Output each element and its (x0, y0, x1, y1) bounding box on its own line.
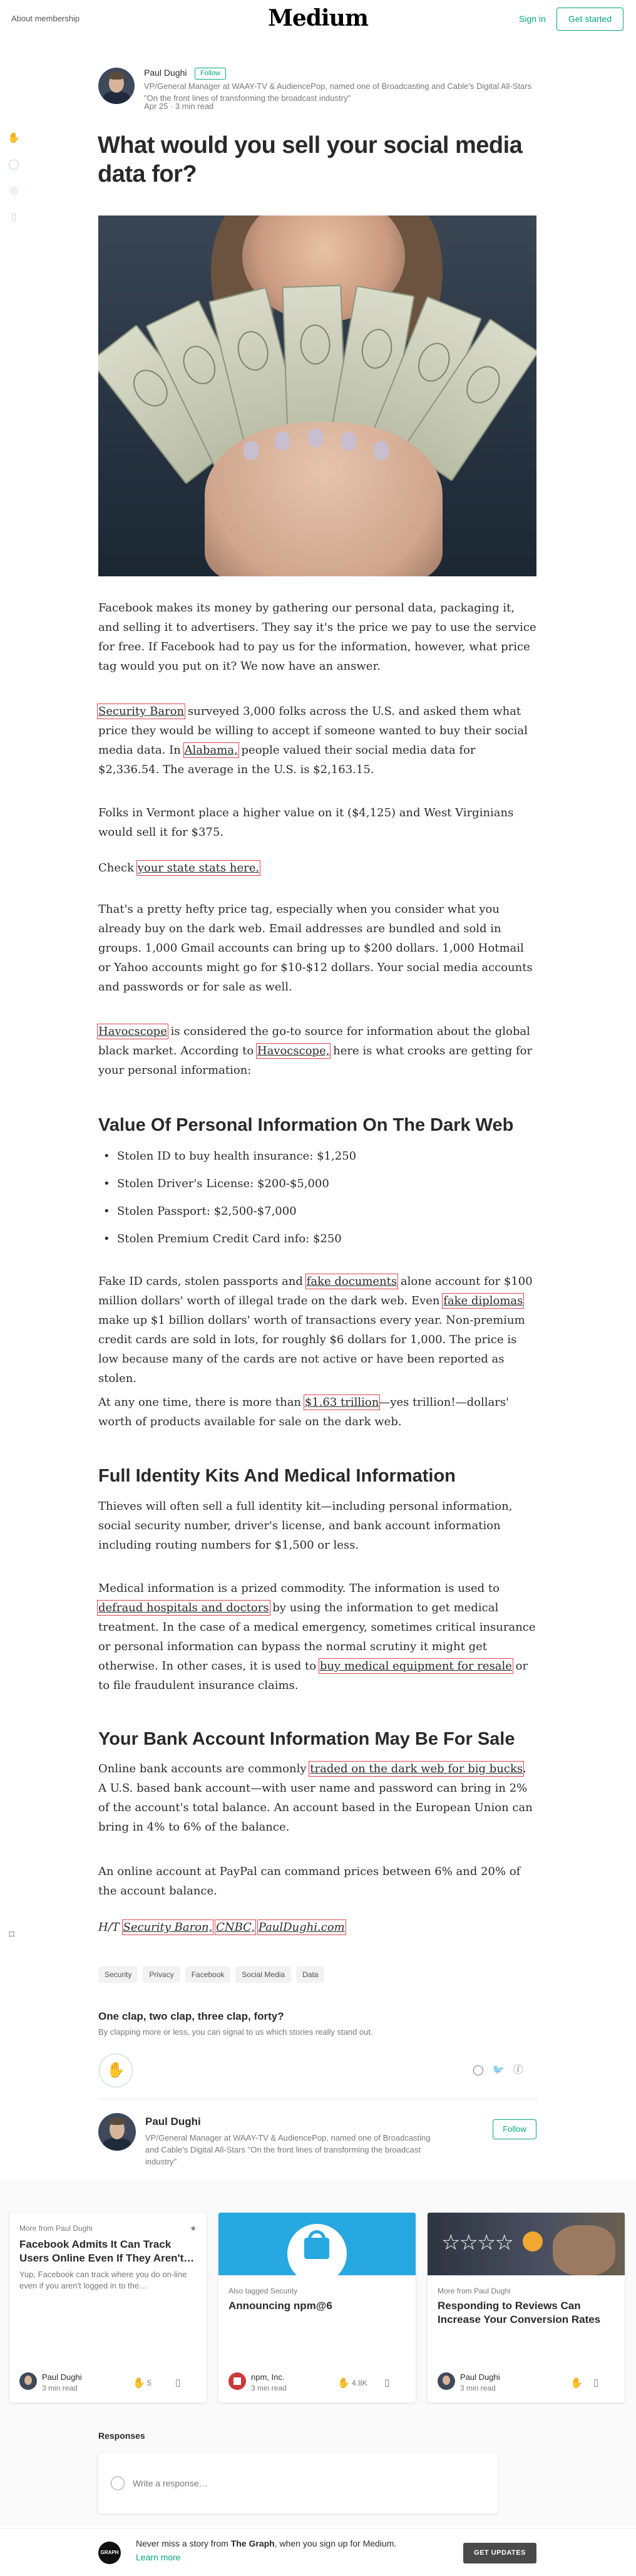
card-read-time: 3 min read (251, 2384, 287, 2392)
story-card[interactable] (428, 2213, 625, 2402)
clap-count: 5 (147, 2379, 151, 2387)
card-kicker: Also tagged Security (228, 2287, 298, 2295)
side-actions (8, 132, 26, 237)
clap-icon[interactable]: ✋ (570, 2378, 583, 2389)
story-card[interactable] (9, 2213, 207, 2402)
author-name[interactable]: Paul Dughi (144, 68, 187, 78)
card-author[interactable]: npm, Inc. (251, 2372, 285, 2382)
story-card[interactable] (218, 2213, 416, 2402)
list-item: • Stolen Passport: $2,500-$7,000 (98, 1203, 538, 1220)
author-avatar[interactable] (98, 68, 135, 104)
facebook-icon[interactable]: ⓕ (513, 2065, 523, 2075)
alabama-link[interactable]: Alabama, (184, 744, 238, 757)
section-heading-identity-kits: Full Identity Kits And Medical Information (98, 1466, 456, 1486)
state-stats-link[interactable]: your state stats here. (137, 861, 260, 875)
card-title[interactable]: Announcing npm@6 (228, 2300, 332, 2312)
clap-button[interactable] (99, 2054, 133, 2087)
publication-logo[interactable]: GRAPH (98, 2542, 121, 2564)
tag-facebook[interactable]: Facebook (185, 1966, 231, 1983)
tag-privacy[interactable]: Privacy (143, 1966, 180, 1983)
card-kicker: More from Paul Dughi (438, 2287, 511, 2295)
share-icon[interactable]: ◎ (9, 185, 18, 196)
card-image (218, 2213, 416, 2275)
bookmark-icon[interactable]: ▯ (11, 212, 17, 222)
hero-image (98, 216, 536, 576)
clap-icon[interactable]: ✋ (337, 2378, 350, 2389)
card-description: Yup, Facebook can track where you do on-line even if you aren't logged in to the… (19, 2270, 187, 2290)
medical-equipment-link[interactable]: buy medical equipment for resale (319, 1659, 512, 1673)
paragraph-fake-ids: Fake ID cards, stolen passports and fake documents alone account for $100 million dollars' worth of illegal trade on the dark web. Even fake diplomas make up $1 billion dollars' worth of transactions every year. Non-premium credit cards are sold in lots, for roughly $6 dollars for 1,000. The price is low because many of the cards are not active or have been reported as stolen. (98, 1275, 533, 1385)
clap-icon[interactable]: ✋ (8, 133, 20, 143)
price-list (98, 1148, 538, 1258)
section-heading-bank: Your Bank Account Information May Be For Sale (98, 1729, 515, 1749)
follow-button[interactable]: Follow (195, 68, 226, 80)
response-placeholder[interactable]: Write a response… (133, 2478, 208, 2488)
response-icon[interactable]: ◯ (473, 2065, 484, 2075)
post-meta: Apr 25 · 3 min read (144, 101, 214, 111)
clap-subtitle: By clapping more or less, you can signal to us which stories really stand out. (98, 2027, 373, 2037)
tag-security[interactable]: Security (98, 1966, 138, 1983)
clap-icon[interactable]: ✋ (133, 2378, 145, 2389)
response-icon[interactable]: ◯ (8, 159, 19, 170)
paragraph-survey: Security Baron surveyed 3,000 folks across the U.S. and asked them what price they would be willing to accept if someone wanted to buy their social media data. In Alabama, people valued their social media data for $2,336.54. The average in the U.S. is $2,163.15. (98, 705, 528, 776)
section-heading-value: Value Of Personal Information On The Dark Web (98, 1115, 514, 1135)
tag-data[interactable]: Data (296, 1966, 324, 1983)
card-read-time: 3 min read (42, 2384, 78, 2392)
responses-heading: Responses (98, 2431, 145, 2441)
paragraph-paypal: An online account at PayPal can command prices between 6% and 20% of the account balance. (98, 1865, 521, 1898)
author-name[interactable]: Paul Dughi (145, 2116, 201, 2127)
paragraph-dark-web-prices: That's a pretty hefty price tag, especially when you consider what you already buy on the dark web. Email addresses are bundled and sold in groups. 1,000 Gmail accounts can bring up to $200 dollars. 1,000 Hotmail or Yahoo accounts might go for $10-$12 dollars. Your social media accounts and passwords or for sale as well. (98, 903, 533, 994)
paragraph-check-stats: Check your state stats here. (98, 861, 260, 875)
clap-title: One clap, two clap, three clap, forty? (98, 2010, 284, 2022)
follow-button[interactable]: Follow (493, 2119, 536, 2139)
signup-text: Never miss a story from The Graph, when you sign up for Medium. (136, 2538, 397, 2548)
bookmark-icon[interactable]: ▯ (175, 2377, 181, 2388)
security-baron-link[interactable]: Security Baron (98, 705, 185, 718)
clap-icon: ✋ (106, 2062, 125, 2079)
paragraph-intro: Facebook makes its money by gathering our personal data, packaging it, and selling it to advertisers. They say it's the price we pay to use the service for free. If Facebook had to pay us for the information, however, what price tag would you put on it? We now have an answer. (98, 601, 536, 673)
cnbc-credit-link[interactable]: CNBC, (216, 1921, 255, 1934)
bookmark-icon[interactable]: ▯ (384, 2377, 390, 2388)
card-author[interactable]: Paul Dughi (42, 2372, 82, 2382)
card-kicker: More from Paul Dughi (19, 2224, 93, 2233)
twitter-icon[interactable]: 🐦 (492, 2065, 505, 2075)
trillion-link[interactable]: $1.63 trillion (304, 1396, 379, 1409)
card-title[interactable]: Responding to Reviews Can Increase Your Conversion Rates (438, 2300, 601, 2325)
defraud-hospitals-link[interactable]: defraud hospitals and doctors (98, 1601, 269, 1614)
havocscope-link-2[interactable]: Havocscope, (257, 1044, 330, 1057)
list-item: • Stolen Driver's License: $200-$5,000 (98, 1175, 538, 1193)
card-read-time: 3 min read (460, 2384, 496, 2392)
list-item: • Stolen Premium Credit Card info: $250 (98, 1230, 538, 1248)
signup-banner (0, 2528, 636, 2576)
fake-documents-link[interactable]: fake documents (306, 1275, 398, 1288)
npm-avatar[interactable] (228, 2372, 246, 2390)
paragraph-medical: Medical information is a prized commodity. The information is used to defraud hospitals and doctors by using the information to get medical treatment. In the case of a medical emergency, sometimes critical insurance or personal information can bypass the normal scrutiny it might get otherwise. In other cases, it is used to buy medical equipment for resale or to file fraudulent insurance claims. (98, 1582, 536, 1692)
article-title: What would you sell your social media data for? (98, 132, 523, 187)
author-card (98, 2113, 538, 2166)
bookmark-icon[interactable]: ⌑ (9, 1928, 15, 1941)
hat-tip: H/T Security Baron, CNBC, PaulDughi.com (98, 1921, 345, 1934)
card-image: ☆☆☆☆ (428, 2213, 625, 2275)
top-navigation (0, 0, 636, 41)
star-icon: ★ (190, 2224, 197, 2233)
author-avatar[interactable] (98, 2113, 136, 2151)
pauldughi-credit-link[interactable]: PaulDughi.com (258, 1921, 345, 1934)
write-response-box[interactable] (98, 2453, 498, 2513)
paragraph-bank: Online bank accounts are commonly traded on the dark web for big bucks. A U.S. based bank account—with user name and password can bring in 2% of the account's total balance. An account based in the European Union can bring in 4% to 6% of the balance. (98, 1762, 533, 1834)
learn-more-link[interactable]: Learn more (136, 2552, 181, 2562)
get-updates-button[interactable]: GET UPDATES (463, 2543, 536, 2563)
list-item: • Stolen ID to buy health insurance: $1,250 (98, 1148, 538, 1165)
card-title[interactable]: Facebook Admits It Can Track Users Online Even If They Aren't… (19, 2238, 195, 2264)
dark-web-bank-link[interactable]: traded on the dark web for big bucks (310, 1762, 523, 1775)
author-bio: VP/General Manager at WAAY-TV & AudiencePop, named one of Broadcasting and Cable's Digital All-Stars "On the front lines of transforming the broadcast industry" (145, 2133, 431, 2166)
paragraph-trillion: At any one time, there is more than $1.63 trillion—yes trillion!—dollars' worth of products available for sale on the dark web. (98, 1396, 509, 1428)
author-avatar[interactable] (438, 2372, 455, 2390)
card-author[interactable]: Paul Dughi (460, 2372, 500, 2382)
share-actions (471, 2063, 540, 2078)
tag-list (98, 1966, 538, 1985)
fake-diplomas-link[interactable]: fake diplomas (443, 1294, 523, 1307)
author-bio: VP/General Manager at WAAY-TV & AudiencePop, named one of Broadcasting and Cable's Digital All-Stars "On the front lines of transforming the broadcast industry" (144, 81, 532, 103)
clap-count: 4.8K (352, 2379, 367, 2387)
user-avatar-icon (111, 2476, 125, 2490)
security-baron-credit-link[interactable]: Security Baron, (123, 1921, 213, 1934)
about-membership-link[interactable]: About membership (11, 14, 80, 23)
medium-logo[interactable]: Medium (268, 5, 368, 31)
tag-social-media[interactable]: Social Media (235, 1966, 291, 1983)
sign-in-link[interactable]: Sign in (519, 14, 546, 24)
bookmark-icon[interactable]: ▯ (593, 2377, 599, 2388)
get-started-button[interactable]: Get started (556, 8, 623, 31)
paragraph-identity-kits: Thieves will often sell a full identity kit—including personal information, social security number, driver's license, and bank account information including routing numbers for $1,500 or less. (98, 1500, 513, 1552)
author-header (98, 68, 536, 113)
author-avatar[interactable] (19, 2372, 37, 2390)
paragraph-havocscope: Havocscope is considered the go-to source for information about the global black market. According to Havocscope, here is what crooks are getting for your personal information: (98, 1025, 533, 1077)
havocscope-link-1[interactable]: Havocscope (98, 1025, 167, 1038)
paragraph-vermont: Folks in Vermont place a higher value on it ($4,125) and West Virginians would sell it for $375. (98, 806, 514, 839)
